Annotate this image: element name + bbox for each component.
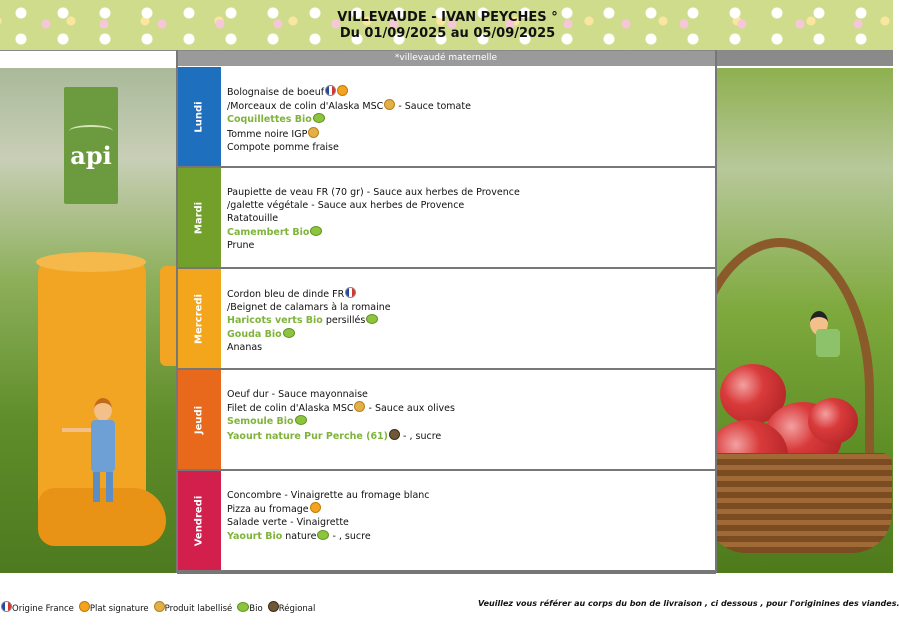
bio-dish-text: Coquillettes Bio: [227, 114, 312, 126]
subheader: *villevaudé maternelle: [177, 51, 715, 66]
day-label: Mercredi: [193, 293, 205, 344]
menu-table: [177, 67, 715, 573]
basket-illustration: [716, 453, 892, 553]
menu-line: [227, 341, 707, 354]
day-label-cell: [177, 370, 221, 469]
legend-item: [267, 604, 316, 614]
dish-text: /galette végétale - Sauce aux herbes de Provence: [227, 200, 465, 212]
day-row: [177, 471, 715, 572]
menu-line: [227, 239, 707, 252]
menu-line: [227, 328, 707, 341]
dish-text: - , sucre: [400, 430, 442, 442]
right-illustration: [716, 68, 893, 573]
legend-label: Produit labellisé: [164, 604, 233, 614]
legend-item: [0, 604, 74, 614]
bio-icon: [283, 328, 295, 338]
logo-swoosh-icon: [69, 125, 113, 137]
bio-icon: [310, 226, 322, 236]
day-label-cell: [177, 168, 221, 267]
legend-label: Plat signature: [89, 604, 149, 614]
bio-dish-text: Semoule Bio: [227, 416, 294, 428]
legend-label: Bio: [249, 604, 263, 614]
dish-text: Filet de colin d'Alaska MSC: [227, 403, 354, 415]
menu-line: [227, 199, 707, 212]
subheader-right: [716, 51, 893, 66]
dish-text: Salade verte - Vinaigrette: [227, 517, 349, 529]
menu-line: [227, 226, 707, 239]
dish-text: Paupiette de veau FR (70 gr) - Sauce aux herbes de Provence: [227, 187, 520, 198]
menu-line: [227, 287, 707, 301]
boot-top-illustration: [36, 252, 146, 272]
bio-icon: [237, 602, 249, 612]
day-row: [177, 67, 715, 168]
legend: [0, 601, 319, 614]
header-banner: [0, 0, 893, 50]
footnote: Veuillez vous référer au corps du bon de livraison , ci dessous , pour l'originines des viandes.: [478, 599, 899, 608]
table-border-right: [715, 50, 717, 573]
apple-illustration: [808, 398, 858, 444]
menu-items: [227, 186, 707, 252]
label-icon: [154, 601, 165, 612]
dish-text: Concombre - Vinaigrette au fromage blanc: [227, 490, 430, 501]
bio-dish-text: Yaourt nature Pur Perche (61): [227, 430, 389, 442]
day-label: Mardi: [193, 201, 205, 234]
menu-line: [227, 85, 707, 99]
second-boot-illustration: [160, 266, 177, 366]
bio-icon: [366, 314, 378, 324]
menu-line: [227, 401, 707, 415]
menu-line: [227, 530, 707, 543]
label-icon: [354, 401, 365, 412]
menu-line: [227, 186, 707, 199]
dish-text: Oeuf dur - Sauce mayonnaise: [227, 389, 368, 400]
day-label-cell: [177, 269, 221, 368]
bio-dish-text: Gouda Bio: [227, 328, 282, 340]
logo-text: api: [70, 141, 112, 170]
date-range: Du 01/09/2025 au 05/09/2025: [339, 26, 556, 41]
menu-line: [227, 301, 707, 314]
day-label: Vendredi: [193, 495, 205, 546]
menu-line: [227, 99, 707, 113]
menu-line: [227, 502, 707, 516]
menu-line: [227, 388, 707, 401]
dish-text: - Sauce aux olives: [365, 403, 455, 415]
legend-label: Origine France: [12, 604, 74, 614]
regional-icon: [389, 429, 400, 440]
legend-label: Régional: [278, 604, 316, 614]
bio-icon: [317, 530, 329, 540]
france-flag-icon: [1, 601, 12, 612]
day-label: Lundi: [193, 100, 205, 133]
france-flag-icon: [325, 85, 336, 96]
legend-item: [236, 604, 262, 614]
day-row: [177, 168, 715, 269]
table-border-bottom: [177, 572, 716, 574]
legend-item: [153, 604, 233, 614]
table-border-left: [176, 50, 178, 573]
day-label-cell: [177, 67, 221, 166]
dish-text: - Sauce tomate: [395, 101, 471, 113]
child-illustration: [84, 398, 120, 506]
menu-line: [227, 429, 707, 443]
bio-dish-text: Haricots verts Bio: [227, 315, 323, 327]
signature-dish-icon: [79, 601, 90, 612]
day-label: Jeudi: [193, 405, 205, 434]
day-row: [177, 370, 715, 471]
dish-text: Tomme noire IGP: [227, 128, 308, 140]
dish-text: Prune: [227, 239, 255, 251]
dish-text: Ananas: [227, 341, 263, 353]
menu-line: [227, 141, 707, 154]
day-label-cell: [177, 471, 221, 570]
menu-line: [227, 127, 707, 141]
dish-text: /Beignet de calamars à la romaine: [227, 302, 391, 314]
day-row: [177, 269, 715, 370]
signature-dish-icon: [337, 85, 348, 96]
label-icon: [308, 127, 319, 138]
climbing-child-illustration: [806, 311, 852, 365]
menu-items: [227, 287, 707, 354]
label-icon: [384, 99, 395, 110]
regional-icon: [268, 601, 279, 612]
menu-items: [227, 85, 707, 154]
menu-line: [227, 314, 707, 327]
dish-text: - , sucre: [329, 530, 371, 542]
menu-items: [227, 388, 707, 443]
dish-text: Pizza au fromage: [227, 504, 309, 516]
menu-line: [227, 516, 707, 529]
dish-text: Ratatouille: [227, 213, 279, 225]
menu-line: [227, 113, 707, 126]
bio-icon: [295, 415, 307, 425]
left-illustration: [0, 68, 177, 573]
dish-text: Compote pomme fraise: [227, 141, 339, 153]
bio-icon: [313, 113, 325, 123]
menu-line: [227, 212, 707, 225]
legend-item: [78, 604, 149, 614]
signature-dish-icon: [310, 502, 321, 513]
dish-text: nature: [282, 530, 317, 542]
dish-text: /Morceaux de colin d'Alaska MSC: [227, 101, 384, 113]
dish-text: Bolognaise de boeuf: [227, 87, 325, 98]
dish-text: persillés: [322, 315, 366, 327]
school-title: VILLEVAUDE - IVAN PEYCHES °: [337, 10, 558, 25]
france-flag-icon: [345, 287, 356, 298]
menu-items: [227, 489, 707, 543]
bio-dish-text: Camembert Bio: [227, 226, 310, 238]
menu-line: [227, 489, 707, 502]
api-logo: [64, 87, 118, 204]
bio-dish-text: Yaourt Bio: [227, 530, 283, 542]
menu-title: [330, 10, 565, 42]
menu-line: [227, 415, 707, 428]
dish-text: Cordon bleu de dinde FR: [227, 289, 345, 300]
